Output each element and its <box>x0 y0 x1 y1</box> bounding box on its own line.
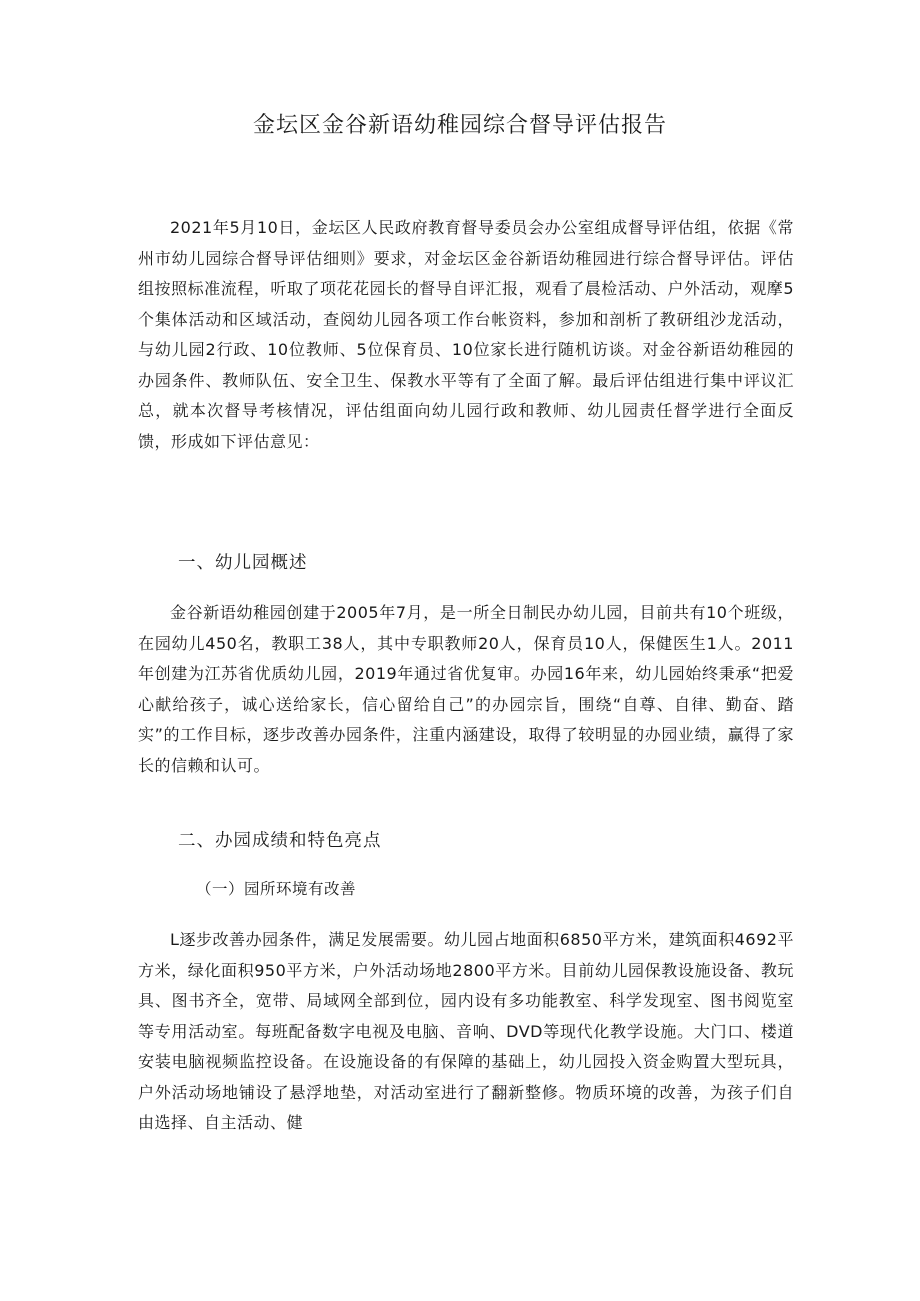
section-2-subheading: （一）园所环境有改善 <box>196 880 357 898</box>
section-1-paragraph: 金谷新语幼稚园创建于2005年7月，是一所全日制民办幼儿园，目前共有10个班级，在园幼儿450名，教职工38人，其中专职教师20人，保育员10人，保健医生1人。2011年创建为江苏省优质幼儿园，2019年通过省优复审。办园16年来，幼儿园始终秉承“把爱心献给孩子，诚心送给家长，信心留给自己”的办园宗旨，围绕“自尊、自律、勤奋、踏实”的工作目标，逐步改善办园条件，注重内涵建设，取得了较明显的办园业绩，赢得了家长的信赖和认可。 <box>138 603 794 775</box>
intro-paragraph: 2021年5月10日，金坛区人民政府教育督导委员会办公室组成督导评估组，依据《常州市幼儿园综合督导评估细则》要求，对金坛区金谷新语幼稚园进行综合督导评估。评估组按照标准流程，听取了项花花园长的督导自评汇报，观看了晨检活动、户外活动，观摩5个集体活动和区域活动，查阅幼儿园各项工作台帐资料，参加和剖析了教研组沙龙活动，与幼儿园2行政、10位教师、5位保育员、10位家长进行随机访谈。对金谷新语幼稚园的办园条件、教师队伍、安全卫生、保教水平等有了全面了解。最后评估组进行集中评议汇总，就本次督导考核情况，评估组面向幼儿园行政和教师、幼儿园责任督学进行全面反馈，形成如下评估意见： <box>138 218 794 451</box>
section-2-paragraph: L逐步改善办园条件，满足发展需要。幼儿园占地面积6850平方米，建筑面积4692平方米，绿化面积950平方米，户外活动场地2800平方米。目前幼儿园保教设施设备、教玩具、图书齐全，宽带、局域网全部到位，园内设有多功能教室、科学发现室、图书阅览室等专用活动室。每班配备数字电视及电脑、音响、DVD等现代化教学设施。大门口、楼道安装电脑视频监控设备。在设施设备的有保障的基础上，幼儿园投入资金购置大型玩具，户外活动场地铺设了悬浮地垫，对活动室进行了翻新整修。物质环境的改善，为孩子们自由选择、自主活动、健 <box>138 930 794 1132</box>
section-2-heading: 二、办园成绩和特色亮点 <box>178 831 382 851</box>
section-1-heading: 一、幼儿园概述 <box>178 553 308 573</box>
report-title: 金坛区金谷新语幼稚园综合督导评估报告 <box>252 113 667 138</box>
